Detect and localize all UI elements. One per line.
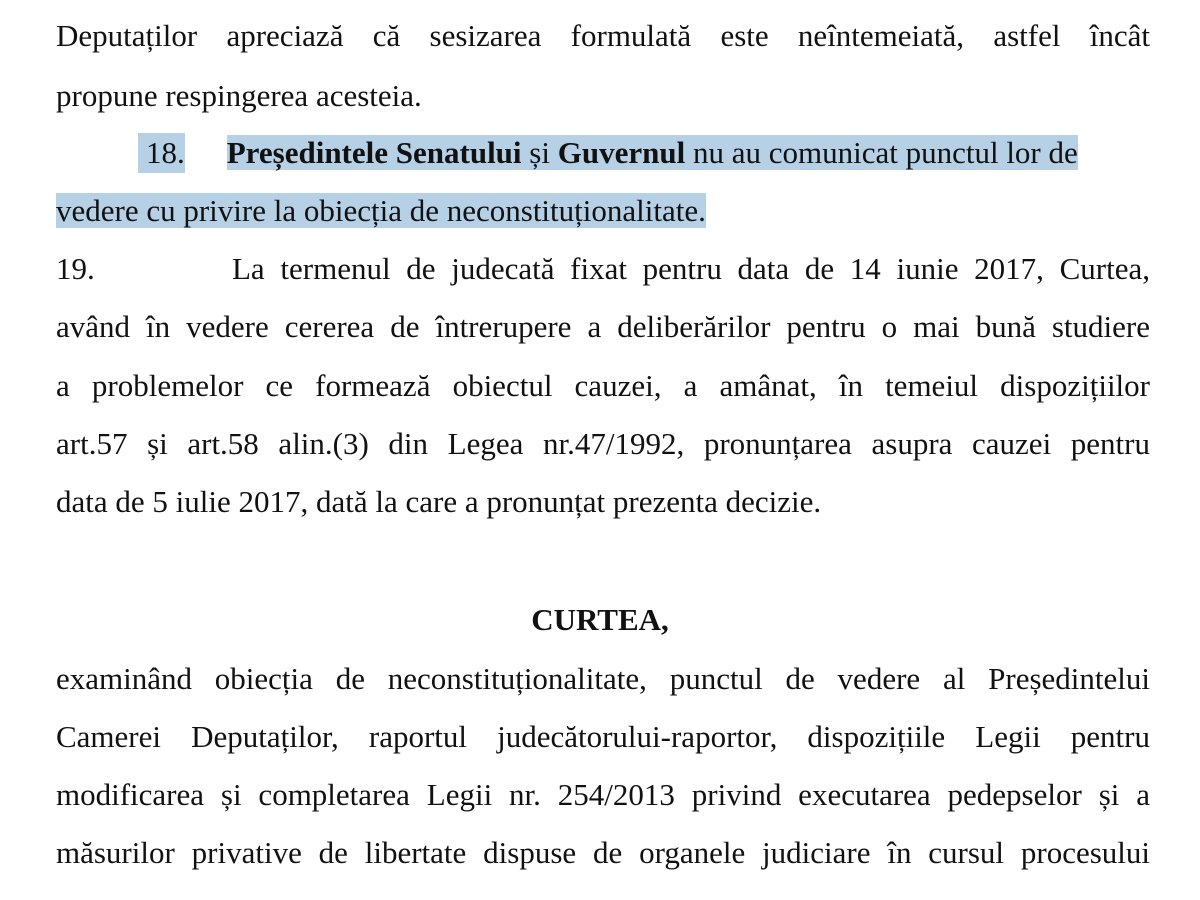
para18-bold-president[interactable]: Președintele Senatului: [226, 135, 522, 170]
para18-rest[interactable]: nu au comunicat punctul lor de: [692, 135, 1078, 170]
para18-line2[interactable]: [56, 191, 1150, 231]
para20-line2: Camerei Deputaților, raportul judecătorului-raportor, dispozițiile Legii pentru: [56, 719, 1150, 754]
para20-line4: măsurilor privative de libertate dispuse de organele judiciare în cursul procesului: [56, 835, 1150, 870]
para19-line5: data de 5 iulie 2017, dată la care a pronunțat prezenta decizie.: [56, 484, 822, 519]
para19-line1: [56, 249, 1150, 289]
para19-line1-text: La termenul de judecată fixat pentru data de 14 iunie 2017, Curtea,: [232, 251, 1150, 286]
para18-line1[interactable]: [56, 133, 1150, 173]
para18-bold-government[interactable]: Guvernul: [557, 135, 686, 170]
para20-line1: examinând obiecția de neconstituționalitate, punctul de vedere al Președintelui: [56, 661, 1150, 696]
para17-line1: Deputaților apreciază că sesizarea formulată este neîntemeiată, astfel încât: [56, 18, 1150, 53]
para19-line3: a problemelor ce formează obiectul cauzei, a amânat, în temeiul dispozițiilor: [56, 368, 1150, 403]
para19-line2: având în vedere cererea de întrerupere a deliberărilor pentru o mai bună studiere: [56, 309, 1150, 344]
para19-number: 19.: [56, 251, 95, 286]
para18-line2-text[interactable]: vedere cu privire la obiecția de neconstituționalitate.: [56, 193, 706, 228]
para18-conj[interactable]: și: [529, 135, 550, 170]
para17-line2: propune respingerea acesteia.: [56, 78, 422, 113]
para20-line3: modificarea și completarea Legii nr. 254/2013 privind executarea pedepselor și a: [56, 777, 1150, 812]
section-heading: CURTEA,: [531, 602, 669, 637]
para19-line4: art.57 și art.58 alin.(3) din Legea nr.47/1992, pronunțarea asupra cauzei pentru: [56, 426, 1150, 461]
para18-number[interactable]: 18.: [138, 133, 185, 173]
